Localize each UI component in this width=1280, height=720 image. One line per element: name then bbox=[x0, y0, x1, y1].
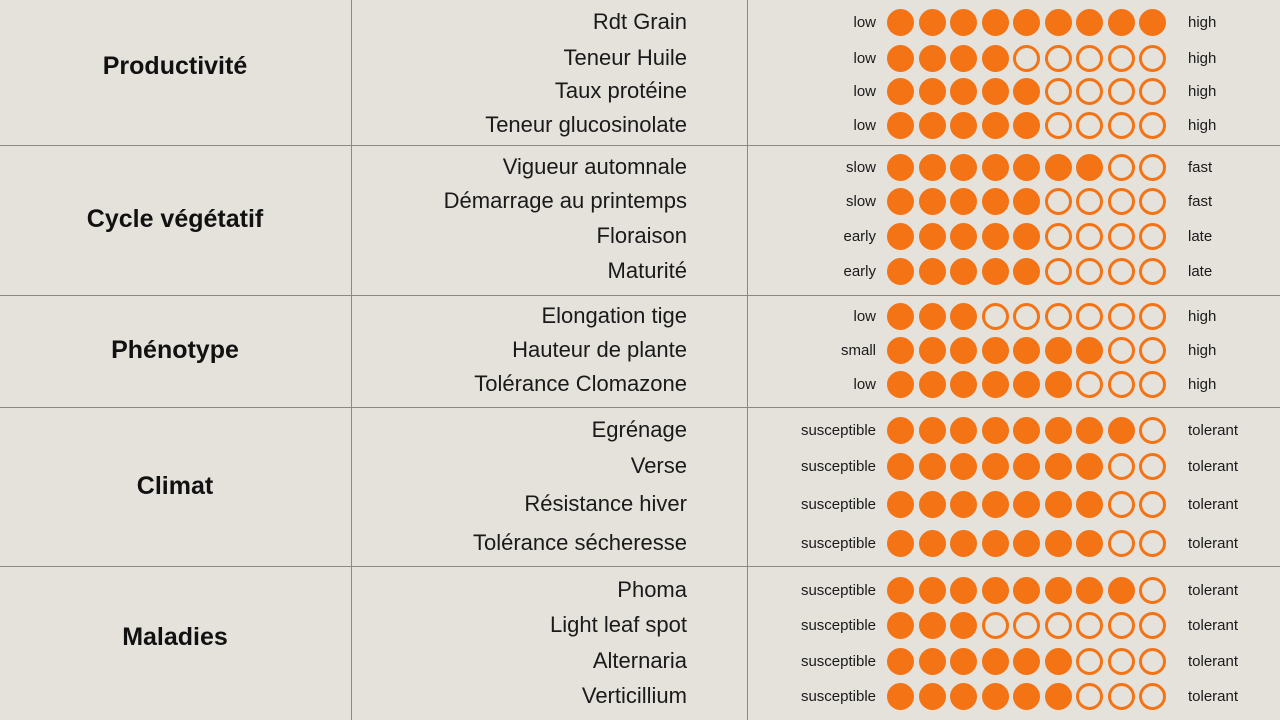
rating-dot-filled bbox=[919, 648, 946, 675]
rating-dot-filled bbox=[887, 453, 914, 480]
rating-dot-filled bbox=[1013, 648, 1040, 675]
rating-dot-filled bbox=[982, 530, 1009, 557]
trait-label: Taux protéine bbox=[554, 78, 687, 103]
scale-low-label: susceptible bbox=[800, 457, 876, 475]
rating-dot-empty bbox=[1076, 303, 1103, 330]
trait-label: Teneur glucosinolate bbox=[485, 112, 687, 137]
rating-dot-filled bbox=[1076, 154, 1103, 181]
rating-dot-filled bbox=[919, 683, 946, 710]
rating-dot-empty bbox=[1139, 491, 1166, 518]
rating-dot-empty bbox=[1139, 223, 1166, 250]
rating-dot-empty bbox=[1108, 337, 1135, 364]
rating-dot-empty bbox=[1045, 303, 1072, 330]
rating-dot-filled bbox=[919, 154, 946, 181]
rating-dot-empty bbox=[1139, 78, 1166, 105]
rating-dots bbox=[887, 449, 1171, 483]
rating-dot-filled bbox=[919, 45, 946, 72]
rating-dot-filled bbox=[887, 45, 914, 72]
section-divider bbox=[0, 407, 1280, 408]
rating-dot-filled bbox=[887, 648, 914, 675]
rating-dot-empty bbox=[1108, 371, 1135, 398]
rating-dot-filled bbox=[982, 683, 1009, 710]
rating-dot-filled bbox=[887, 491, 914, 518]
scale-low-label: susceptible bbox=[800, 652, 876, 670]
rating-dot-empty bbox=[982, 612, 1009, 639]
rating-dot-filled bbox=[1045, 577, 1072, 604]
scale-low-label: early bbox=[843, 227, 876, 245]
rating-dot-empty bbox=[1045, 78, 1072, 105]
trait-label: Light leaf spot bbox=[550, 612, 687, 637]
rating-dot-empty bbox=[1108, 45, 1135, 72]
rating-dot-filled bbox=[950, 530, 977, 557]
rating-dot-filled bbox=[950, 371, 977, 398]
trait-label: Verticillium bbox=[581, 683, 687, 708]
rating-dot-filled bbox=[1013, 577, 1040, 604]
scale-high-label: fast bbox=[1188, 192, 1213, 210]
category-label: Productivité bbox=[102, 51, 248, 80]
rating-dot-filled bbox=[982, 453, 1009, 480]
scale-low-label: susceptible bbox=[800, 616, 876, 634]
trait-label: Démarrage au printemps bbox=[443, 188, 687, 213]
rating-dot-filled bbox=[1013, 491, 1040, 518]
rating-dot-empty bbox=[1076, 648, 1103, 675]
rating-dot-filled bbox=[1013, 112, 1040, 139]
rating-dot-empty bbox=[1108, 453, 1135, 480]
rating-dot-filled bbox=[1108, 577, 1135, 604]
rating-dot-empty bbox=[1139, 337, 1166, 364]
rating-dot-filled bbox=[1013, 530, 1040, 557]
rating-dot-filled bbox=[1045, 648, 1072, 675]
rating-dot-empty bbox=[1076, 258, 1103, 285]
rating-dot-filled bbox=[919, 78, 946, 105]
rating-dot-filled bbox=[1013, 9, 1040, 36]
rating-dots bbox=[887, 184, 1171, 218]
rating-dot-filled bbox=[950, 417, 977, 444]
rating-dot-filled bbox=[887, 530, 914, 557]
rating-dot-filled bbox=[1013, 453, 1040, 480]
trait-label: Tolérance Clomazone bbox=[474, 371, 687, 396]
rating-dot-empty bbox=[1108, 303, 1135, 330]
rating-dot-filled bbox=[919, 491, 946, 518]
scale-low-label: low bbox=[853, 82, 876, 100]
rating-dot-filled bbox=[982, 648, 1009, 675]
rating-dot-filled bbox=[919, 371, 946, 398]
scale-low-label: susceptible bbox=[800, 687, 876, 705]
rating-dot-filled bbox=[887, 417, 914, 444]
rating-dot-filled bbox=[1045, 453, 1072, 480]
category-label: Maladies bbox=[122, 622, 228, 651]
rating-dot-empty bbox=[1139, 683, 1166, 710]
rating-dot-empty bbox=[1045, 188, 1072, 215]
rating-dots bbox=[887, 5, 1171, 39]
category-label: Cycle végétatif bbox=[86, 204, 264, 233]
trait-label: Egrénage bbox=[591, 417, 687, 442]
rating-dot-empty bbox=[1045, 112, 1072, 139]
scale-high-label: tolerant bbox=[1188, 581, 1239, 599]
rating-dot-filled bbox=[887, 683, 914, 710]
rating-dot-filled bbox=[950, 577, 977, 604]
scale-high-label: high bbox=[1188, 341, 1217, 359]
rating-dot-filled bbox=[887, 188, 914, 215]
rating-dot-filled bbox=[950, 258, 977, 285]
scale-high-label: tolerant bbox=[1188, 534, 1239, 552]
rating-dot-filled bbox=[950, 453, 977, 480]
rating-dot-empty bbox=[1108, 78, 1135, 105]
rating-dot-filled bbox=[950, 45, 977, 72]
rating-dot-empty bbox=[1139, 303, 1166, 330]
rating-dot-filled bbox=[982, 417, 1009, 444]
rating-dot-empty bbox=[1108, 683, 1135, 710]
rating-dot-empty bbox=[1045, 223, 1072, 250]
scale-high-label: high bbox=[1188, 116, 1217, 134]
rating-dot-filled bbox=[982, 154, 1009, 181]
trait-label: Tolérance sécheresse bbox=[472, 530, 687, 555]
rating-dot-filled bbox=[919, 530, 946, 557]
rating-dot-filled bbox=[950, 491, 977, 518]
rating-dot-filled bbox=[1045, 9, 1072, 36]
rating-dot-filled bbox=[982, 491, 1009, 518]
scale-high-label: tolerant bbox=[1188, 652, 1239, 670]
scale-high-label: late bbox=[1188, 227, 1213, 245]
rating-dot-empty bbox=[1045, 45, 1072, 72]
rating-dot-filled bbox=[919, 612, 946, 639]
rating-dot-empty bbox=[1013, 303, 1040, 330]
rating-dot-filled bbox=[1013, 223, 1040, 250]
rating-dot-filled bbox=[950, 648, 977, 675]
rating-dot-filled bbox=[1045, 530, 1072, 557]
rating-dot-filled bbox=[919, 112, 946, 139]
rating-dot-filled bbox=[982, 45, 1009, 72]
rating-dot-filled bbox=[1076, 453, 1103, 480]
rating-dot-filled bbox=[1108, 417, 1135, 444]
rating-dot-empty bbox=[1108, 648, 1135, 675]
section-divider bbox=[0, 145, 1280, 146]
rating-dot-empty bbox=[1139, 45, 1166, 72]
rating-dot-filled bbox=[919, 258, 946, 285]
rating-dot-filled bbox=[1013, 154, 1040, 181]
rating-dot-filled bbox=[950, 9, 977, 36]
rating-dot-empty bbox=[1108, 612, 1135, 639]
rating-dot-empty bbox=[1139, 371, 1166, 398]
scale-high-label: high bbox=[1188, 82, 1217, 100]
rating-dot-empty bbox=[1108, 223, 1135, 250]
rating-dot-filled bbox=[950, 683, 977, 710]
rating-dot-empty bbox=[1139, 188, 1166, 215]
section-divider bbox=[0, 295, 1280, 296]
rating-dots bbox=[887, 679, 1171, 713]
rating-dot-filled bbox=[1076, 9, 1103, 36]
scale-high-label: tolerant bbox=[1188, 687, 1239, 705]
rating-dot-filled bbox=[950, 337, 977, 364]
rating-dot-filled bbox=[919, 9, 946, 36]
rating-dot-filled bbox=[887, 337, 914, 364]
rating-dot-filled bbox=[950, 154, 977, 181]
trait-label: Alternaria bbox=[592, 648, 687, 673]
rating-dot-empty bbox=[1108, 188, 1135, 215]
rating-dot-filled bbox=[887, 577, 914, 604]
rating-dots bbox=[887, 487, 1171, 521]
rating-dot-empty bbox=[1139, 417, 1166, 444]
scale-low-label: susceptible bbox=[800, 421, 876, 439]
rating-dot-filled bbox=[1139, 9, 1166, 36]
category-label: Phénotype bbox=[111, 335, 239, 364]
rating-dot-empty bbox=[1108, 258, 1135, 285]
rating-dot-filled bbox=[1076, 530, 1103, 557]
rating-dot-filled bbox=[1045, 491, 1072, 518]
trait-label: Elongation tige bbox=[541, 303, 687, 328]
rating-dot-empty bbox=[1139, 154, 1166, 181]
scale-high-label: tolerant bbox=[1188, 495, 1239, 513]
rating-dot-filled bbox=[1013, 78, 1040, 105]
rating-dot-filled bbox=[982, 577, 1009, 604]
rating-dot-filled bbox=[1013, 337, 1040, 364]
rating-dots bbox=[887, 254, 1171, 288]
rating-dot-filled bbox=[1013, 188, 1040, 215]
rating-dot-filled bbox=[887, 112, 914, 139]
rating-dot-filled bbox=[1045, 417, 1072, 444]
rating-dot-filled bbox=[950, 112, 977, 139]
rating-dot-filled bbox=[950, 612, 977, 639]
rating-dot-filled bbox=[1045, 371, 1072, 398]
scale-high-label: late bbox=[1188, 262, 1213, 280]
rating-dot-filled bbox=[919, 453, 946, 480]
rating-dots bbox=[887, 413, 1171, 447]
rating-dot-filled bbox=[982, 188, 1009, 215]
rating-dot-filled bbox=[1013, 371, 1040, 398]
scale-low-label: low bbox=[853, 116, 876, 134]
rating-dots bbox=[887, 108, 1171, 142]
scale-low-label: susceptible bbox=[800, 581, 876, 599]
rating-dot-filled bbox=[887, 223, 914, 250]
rating-dot-filled bbox=[919, 223, 946, 250]
rating-dot-empty bbox=[1013, 45, 1040, 72]
rating-dot-filled bbox=[887, 9, 914, 36]
rating-dot-empty bbox=[1139, 612, 1166, 639]
scale-low-label: low bbox=[853, 13, 876, 31]
trait-label: Maturité bbox=[607, 258, 687, 283]
rating-dot-filled bbox=[919, 337, 946, 364]
rating-dot-filled bbox=[887, 258, 914, 285]
rating-dot-filled bbox=[1108, 9, 1135, 36]
scale-high-label: high bbox=[1188, 13, 1217, 31]
rating-dot-filled bbox=[950, 188, 977, 215]
scale-low-label: slow bbox=[845, 192, 876, 210]
trait-label: Vigueur automnale bbox=[502, 154, 687, 179]
rating-dot-filled bbox=[919, 303, 946, 330]
rating-dot-filled bbox=[919, 417, 946, 444]
scale-high-label: fast bbox=[1188, 158, 1213, 176]
trait-label: Résistance hiver bbox=[524, 491, 687, 516]
trait-label: Floraison bbox=[596, 223, 687, 248]
scale-low-label: susceptible bbox=[800, 495, 876, 513]
rating-dot-empty bbox=[1108, 491, 1135, 518]
rating-dot-filled bbox=[1013, 258, 1040, 285]
scale-low-label: low bbox=[853, 375, 876, 393]
rating-dots bbox=[887, 367, 1171, 401]
rating-dot-filled bbox=[887, 303, 914, 330]
rating-dot-filled bbox=[1076, 337, 1103, 364]
scale-low-label: small bbox=[840, 341, 876, 359]
rating-dot-empty bbox=[1045, 612, 1072, 639]
rating-dot-empty bbox=[1076, 612, 1103, 639]
rating-dot-empty bbox=[1108, 530, 1135, 557]
rating-dot-empty bbox=[1139, 577, 1166, 604]
scale-low-label: early bbox=[843, 262, 876, 280]
rating-dot-empty bbox=[1013, 612, 1040, 639]
rating-dot-empty bbox=[1139, 648, 1166, 675]
rating-dots bbox=[887, 150, 1171, 184]
scale-low-label: low bbox=[853, 49, 876, 67]
rating-dot-filled bbox=[1076, 491, 1103, 518]
rating-dot-filled bbox=[982, 371, 1009, 398]
rating-dot-empty bbox=[1076, 188, 1103, 215]
rating-dots bbox=[887, 219, 1171, 253]
rating-dot-filled bbox=[982, 9, 1009, 36]
rating-dot-empty bbox=[1076, 112, 1103, 139]
scale-low-label: low bbox=[853, 307, 876, 325]
rating-dot-empty bbox=[982, 303, 1009, 330]
rating-dot-empty bbox=[1076, 371, 1103, 398]
rating-dot-filled bbox=[1076, 417, 1103, 444]
rating-dot-filled bbox=[887, 371, 914, 398]
scale-high-label: high bbox=[1188, 49, 1217, 67]
scale-high-label: high bbox=[1188, 375, 1217, 393]
trait-label: Hauteur de plante bbox=[512, 337, 687, 362]
rating-dot-filled bbox=[1013, 683, 1040, 710]
rating-dot-filled bbox=[1076, 577, 1103, 604]
category-label: Climat bbox=[136, 471, 214, 500]
rating-dot-empty bbox=[1076, 45, 1103, 72]
rating-dot-filled bbox=[887, 154, 914, 181]
rating-dots bbox=[887, 299, 1171, 333]
rating-dot-empty bbox=[1108, 112, 1135, 139]
rating-dot-filled bbox=[1045, 683, 1072, 710]
rating-dot-filled bbox=[919, 188, 946, 215]
rating-dots bbox=[887, 644, 1171, 678]
rating-dot-filled bbox=[982, 78, 1009, 105]
rating-dot-filled bbox=[1045, 337, 1072, 364]
rating-dot-empty bbox=[1076, 683, 1103, 710]
rating-dot-filled bbox=[1045, 154, 1072, 181]
rating-dots bbox=[887, 74, 1171, 108]
scale-low-label: susceptible bbox=[800, 534, 876, 552]
rating-dot-filled bbox=[982, 258, 1009, 285]
rating-dots bbox=[887, 526, 1171, 560]
rating-dot-empty bbox=[1139, 530, 1166, 557]
rating-dot-filled bbox=[982, 223, 1009, 250]
trait-label: Teneur Huile bbox=[563, 45, 687, 70]
rating-dot-empty bbox=[1045, 258, 1072, 285]
rating-dot-filled bbox=[950, 303, 977, 330]
rating-dots bbox=[887, 41, 1171, 75]
trait-label: Rdt Grain bbox=[592, 9, 687, 34]
rating-dot-filled bbox=[982, 112, 1009, 139]
section-divider bbox=[0, 566, 1280, 567]
rating-dot-filled bbox=[950, 223, 977, 250]
scale-low-label: slow bbox=[845, 158, 876, 176]
column-divider bbox=[747, 0, 748, 720]
rating-dot-empty bbox=[1139, 453, 1166, 480]
rating-dot-filled bbox=[950, 78, 977, 105]
rating-dot-filled bbox=[1013, 417, 1040, 444]
rating-dot-filled bbox=[887, 78, 914, 105]
rating-dots bbox=[887, 608, 1171, 642]
trait-label: Phoma bbox=[617, 577, 687, 602]
scale-high-label: high bbox=[1188, 307, 1217, 325]
scale-high-label: tolerant bbox=[1188, 421, 1239, 439]
rating-dot-empty bbox=[1139, 258, 1166, 285]
rating-dot-empty bbox=[1076, 78, 1103, 105]
rating-dots bbox=[887, 573, 1171, 607]
scale-high-label: tolerant bbox=[1188, 616, 1239, 634]
rating-dot-filled bbox=[919, 577, 946, 604]
rating-dot-filled bbox=[982, 337, 1009, 364]
rating-dot-filled bbox=[887, 612, 914, 639]
rating-dot-empty bbox=[1108, 154, 1135, 181]
rating-dot-empty bbox=[1076, 223, 1103, 250]
trait-label: Verse bbox=[630, 453, 687, 478]
rating-dot-empty bbox=[1139, 112, 1166, 139]
rating-dots bbox=[887, 333, 1171, 367]
scale-high-label: tolerant bbox=[1188, 457, 1239, 475]
